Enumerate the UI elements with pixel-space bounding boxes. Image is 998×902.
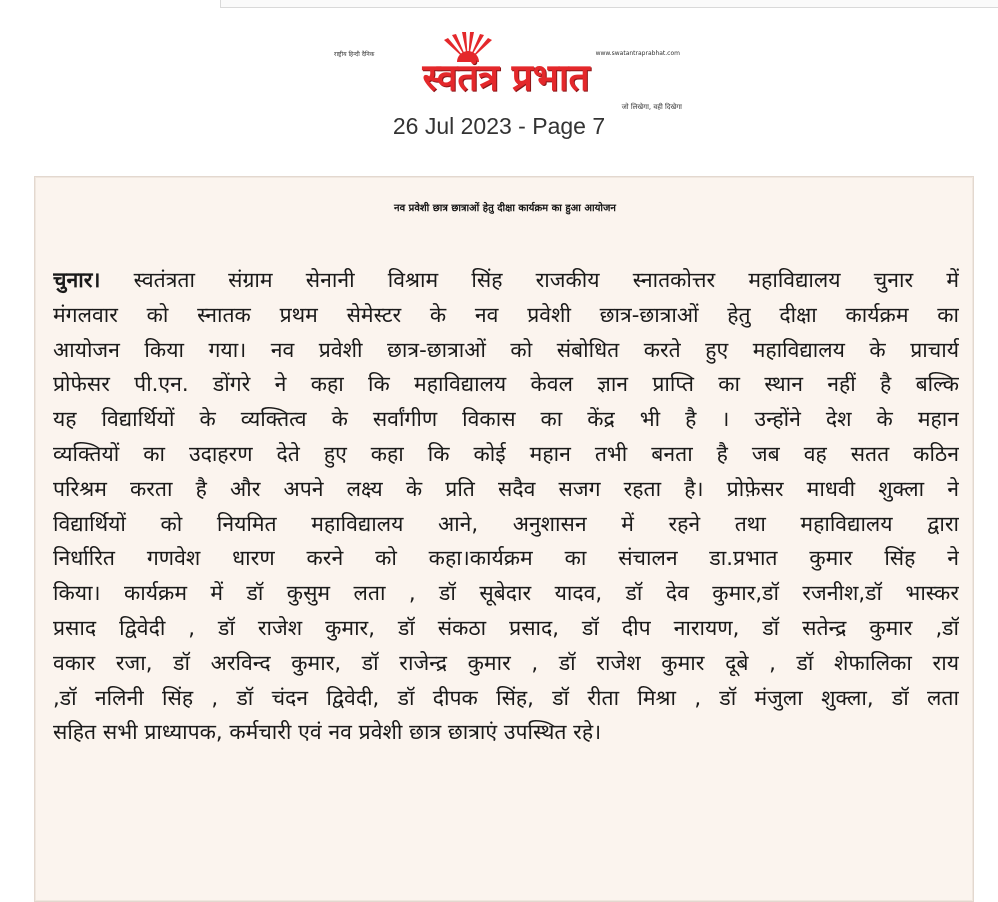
article-headline: नव प्रवेशी छात्र छात्राओं हेतु दीक्षा कार्यक्रम का हुआ आयोजन [394, 203, 616, 214]
article-line: प्रसाद द्विवेदी , डॉ राजेश कुमार, डॉ संकठा प्रसाद, डॉ दीप नारायण, डॉ सतेन्द्र कुमार ,डॉ [53, 614, 959, 640]
article-dateline: चुनार। [53, 267, 101, 292]
article-line: वकार रजा, डॉ अरविन्द कुमार, डॉ राजेन्द्र कुमार , डॉ राजेश कुमार दूबे , डॉ शेफालिका राय [53, 649, 959, 675]
article-clipping [34, 176, 974, 902]
article-line: ,डॉ नलिनी सिंह , डॉ चंदन द्विवेदी, डॉ दीपक सिंह, डॉ रीता मिश्रा , डॉ मंजुला शुक्ला, डॉ लता [53, 684, 959, 710]
article-line: निर्धारित गणवेश धारण करने को कहा।कार्यक्रम का संचालन डा.प्रभात कुमार सिंह ने [53, 545, 959, 571]
masthead-website: www.swatantraprabhat.com [595, 50, 680, 57]
newspaper-masthead [320, 30, 692, 110]
masthead-tagline: जो लिखेगा, वही दिखेगा [621, 103, 682, 111]
article-line: परिश्रम करता है और अपने लक्ष्य के प्रति सदैव सजग रहता है। प्रोफ़ेसर माधवी शुक्ला ने [53, 475, 959, 501]
masthead-small-label: राष्ट्रीय हिन्दी दैनिक [334, 51, 375, 58]
article-body [53, 263, 959, 750]
article-line: विद्यार्थियों को नियमित महाविद्यालय आने, अनुशासन में रहने तथा महाविद्यालय द्वारा [53, 510, 959, 536]
article-line: मंगलवार को स्नातक प्रथम सेमेस्टर के नव प्रवेशी छात्र-छात्राओं हेतु दीक्षा कार्यक्रम का [53, 301, 959, 327]
article-line: यह विद्यार्थियों के व्यक्तित्व के सर्वांगीण विकास का केंद्र भी है । उन्होंने देश के महान [53, 406, 959, 432]
newspaper-name: स्वतंत्र प्रभात [422, 55, 590, 99]
article-line: चुनार। स्वतंत्रता संग्राम सेनानी विश्राम सिंह राजकीय स्नातकोत्तर महाविद्यालय चुनार में [53, 267, 959, 292]
article-line: प्रोफेसर पी.एन. डोंगरे ने कहा कि महाविद्यालय केवल ज्ञान प्राप्ति का स्थान नहीं है बल्कि [53, 371, 959, 397]
article-line: आयोजन किया गया। नव प्रवेशी छात्र-छात्राओं को संबोधित करते हुए महाविद्यालय के प्राचार्य [53, 336, 959, 362]
article-line: किया। कार्यक्रम में डॉ कुसुम लता , डॉ सूबेदार यादव, डॉ देव कुमार,डॉ रजनीश,डॉ भास्कर [53, 580, 959, 606]
article-line: व्यक्तियों का उदाहरण देते हुए कहा कि कोई महान तभी बनता है जब वह सतत कठिन [53, 440, 959, 466]
article-line: सहित सभी प्राध्यापक, कर्मचारी एवं नव प्रवेशी छात्र छात्राएं उपस्थित रहे। [53, 719, 602, 745]
browser-top-bar [220, 0, 998, 8]
edition-date-page: 26 Jul 2023 - Page 7 [392, 113, 606, 139]
